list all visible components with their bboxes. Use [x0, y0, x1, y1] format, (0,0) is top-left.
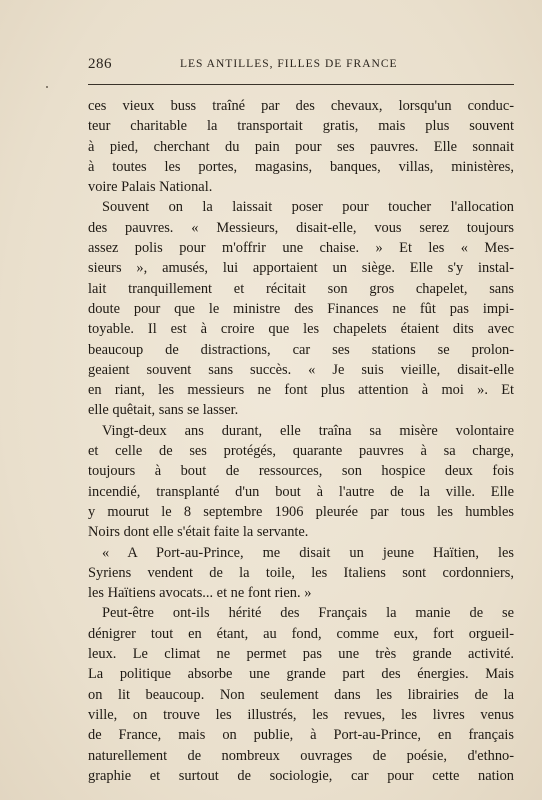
text-line: Syriens vendent de la toile, les Italiens sont cordonniers, — [88, 564, 514, 581]
text-line: des pauvres. « Messieurs, disait-elle, vous serez toujours — [88, 219, 514, 236]
text-line: leux. Le climat ne permet pas une très grande activité. — [88, 646, 514, 663]
text-line: assez polis pour m'offrir une chaise. » Et les « Mes- — [88, 240, 514, 257]
text-line: incendié, transplanté d'un bout à l'autre de la ville. Elle — [88, 483, 514, 500]
text-line: à toutes les portes, magasins, banques, villas, ministères, — [88, 158, 514, 175]
text-line: sieurs », amusés, lui apportaient un siège. Elle s'y instal- — [88, 260, 514, 277]
text-line: de France, mais on publie, à Port-au-Prince, en français — [88, 727, 514, 744]
text-line: teur charitable la transportait gratis, mais plus souvent — [88, 118, 514, 135]
running-title: LES ANTILLES, FILLES DE FRANCE — [180, 58, 398, 70]
text-line: Souvent on la laissait poser pour toucher l'allocation — [102, 199, 514, 216]
page-number: 286 — [88, 56, 112, 72]
text-line: toyable. Il est à croire que les chapelets étaient dits avec — [88, 321, 514, 338]
text-line: ces vieux buss traîné par des chevaux, lorsqu'un conduc- — [88, 98, 514, 114]
text-line: les Haïtiens avocats... et ne font rien. » — [88, 585, 312, 602]
text-line: graphie et surtout de sociologie, car pour cette nation — [88, 767, 514, 784]
text-line: naturellement de nombreux ouvrages de poésie, d'ethno- — [88, 747, 514, 764]
text-line: doute pour que le ministre des Finances ne fût pas impi- — [88, 300, 514, 317]
header-rule — [88, 84, 514, 85]
text-line: Noirs dont elle s'était faite la servante. — [88, 524, 309, 541]
text-line: elle quêtait, sans se lasser. — [88, 402, 239, 419]
text-line: voire Palais National. — [88, 179, 213, 196]
text-line: geaient souvent sans succès. « Je suis vieille, disait-elle — [88, 361, 514, 378]
text-line: et celle de ses protégés, quarante pauvres à sa charge, — [88, 443, 514, 460]
text-line: à pied, cherchant du pain pour ses pauvres. Elle sonnait — [88, 138, 514, 155]
text-line: Peut-être ont-ils hérité des Français la manie de se — [102, 605, 514, 622]
text-line: on lit beaucoup. Non seulement dans les librairies de la — [88, 686, 514, 703]
text-line: « A Port-au-Prince, me disait un jeune Haïtien, les — [102, 544, 514, 561]
text-line: dénigrer tout en étant, au fond, comme eux, fort orgueil- — [88, 625, 514, 642]
text-line: ville, on trouve les illustrés, les revues, les livres venus — [88, 706, 514, 723]
text-line: lait tranquillement et récitait son gros chapelet, sans — [88, 280, 514, 297]
paper-speck — [46, 86, 48, 88]
text-line: La politique absorbe une grande part des énergies. Mais — [88, 666, 514, 683]
text-line: toujours à bout de ressources, son hospice deux fois — [88, 463, 514, 480]
text-line: en riant, les messieurs ne font plus attention à moi ». Et — [88, 382, 514, 399]
text-line: beaucoup de distractions, car ses stations se prolon- — [88, 341, 514, 358]
text-line: y mourut le 8 septembre 1906 pleurée par tous les humbles — [88, 503, 514, 520]
page-header — [88, 56, 513, 82]
text-line: Vingt-deux ans durant, elle traîna sa misère volontaire — [102, 422, 514, 439]
body-text — [88, 96, 514, 786]
